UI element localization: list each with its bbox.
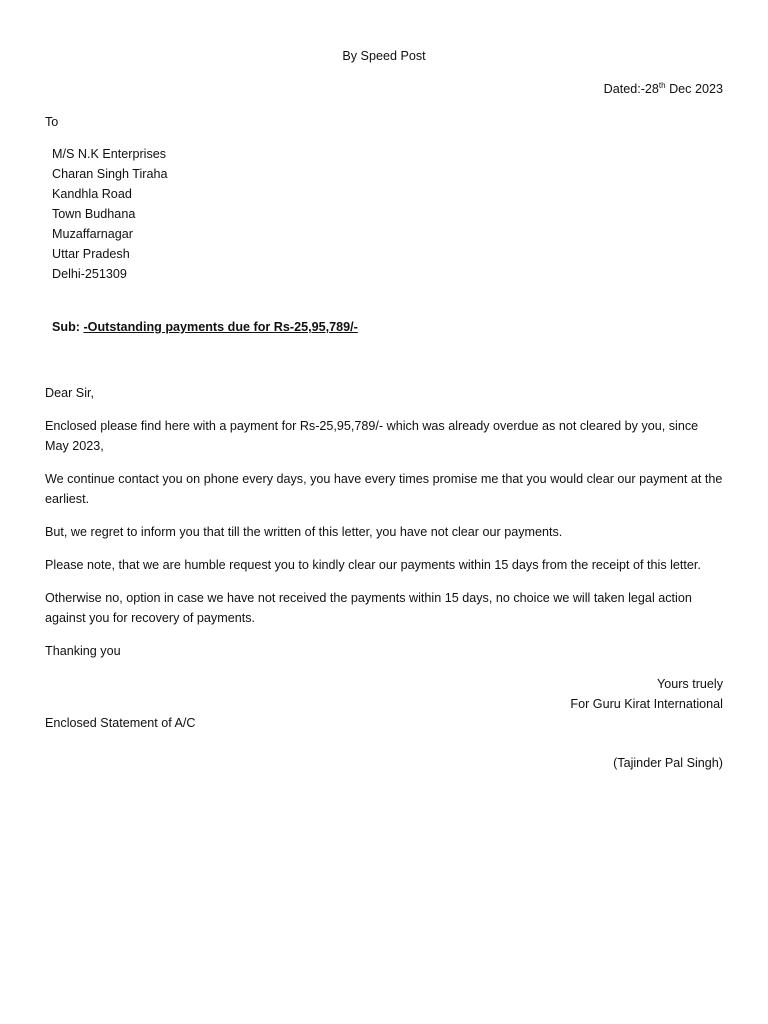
salutation: Dear Sir, — [45, 386, 94, 400]
body-paragraph: Enclosed please find here with a payment for Rs-25,95,789/- which was already overdue as not cleared by you, since May 2023, — [45, 419, 699, 453]
thanks-line: Thanking you — [45, 644, 121, 658]
date-ordinal: th — [658, 81, 666, 90]
letter-date — [604, 79, 723, 99]
address-line: Town Budhana — [52, 207, 136, 221]
to-label: To — [45, 115, 59, 129]
address-line: Kandhla Road — [52, 187, 132, 201]
address-line: Uttar Pradesh — [52, 247, 130, 261]
delivery-mode: By Speed Post — [342, 49, 426, 63]
subject-line — [52, 317, 358, 337]
address-line: Charan Singh Tiraha — [52, 167, 168, 181]
date-prefix: Dated:-28 — [603, 82, 659, 96]
address-line: Delhi-251309 — [52, 267, 127, 281]
body-paragraph: We continue contact you on phone every days, you have every times promise me that you would clear our payment at the earliest. — [45, 472, 723, 506]
address-line: Muzaffarnagar — [52, 227, 133, 241]
recipient-address — [52, 144, 168, 284]
company-line: For Guru Kirat International — [570, 697, 723, 711]
subject-label: Sub: — [52, 320, 84, 334]
subject-text: -Outstanding payments due for Rs-25,95,789/- — [83, 320, 358, 334]
signatory-name: (Tajinder Pal Singh) — [613, 756, 723, 770]
date-suffix: Dec 2023 — [665, 82, 723, 96]
closing-line: Yours truely — [656, 677, 723, 691]
enclosure-line: Enclosed Statement of A/C — [45, 716, 196, 730]
body-paragraph: Otherwise no, option in case we have not received the payments within 15 days, no choice we will taken legal action against you for recovery of payments. — [45, 591, 692, 625]
body-paragraph: But, we regret to inform you that till the written of this letter, you have not clear our payments. — [45, 525, 563, 539]
address-line: M/S N.K Enterprises — [52, 147, 167, 161]
body-paragraph: Please note, that we are humble request you to kindly clear our payments within 15 days from the receipt of this letter. — [45, 558, 701, 572]
